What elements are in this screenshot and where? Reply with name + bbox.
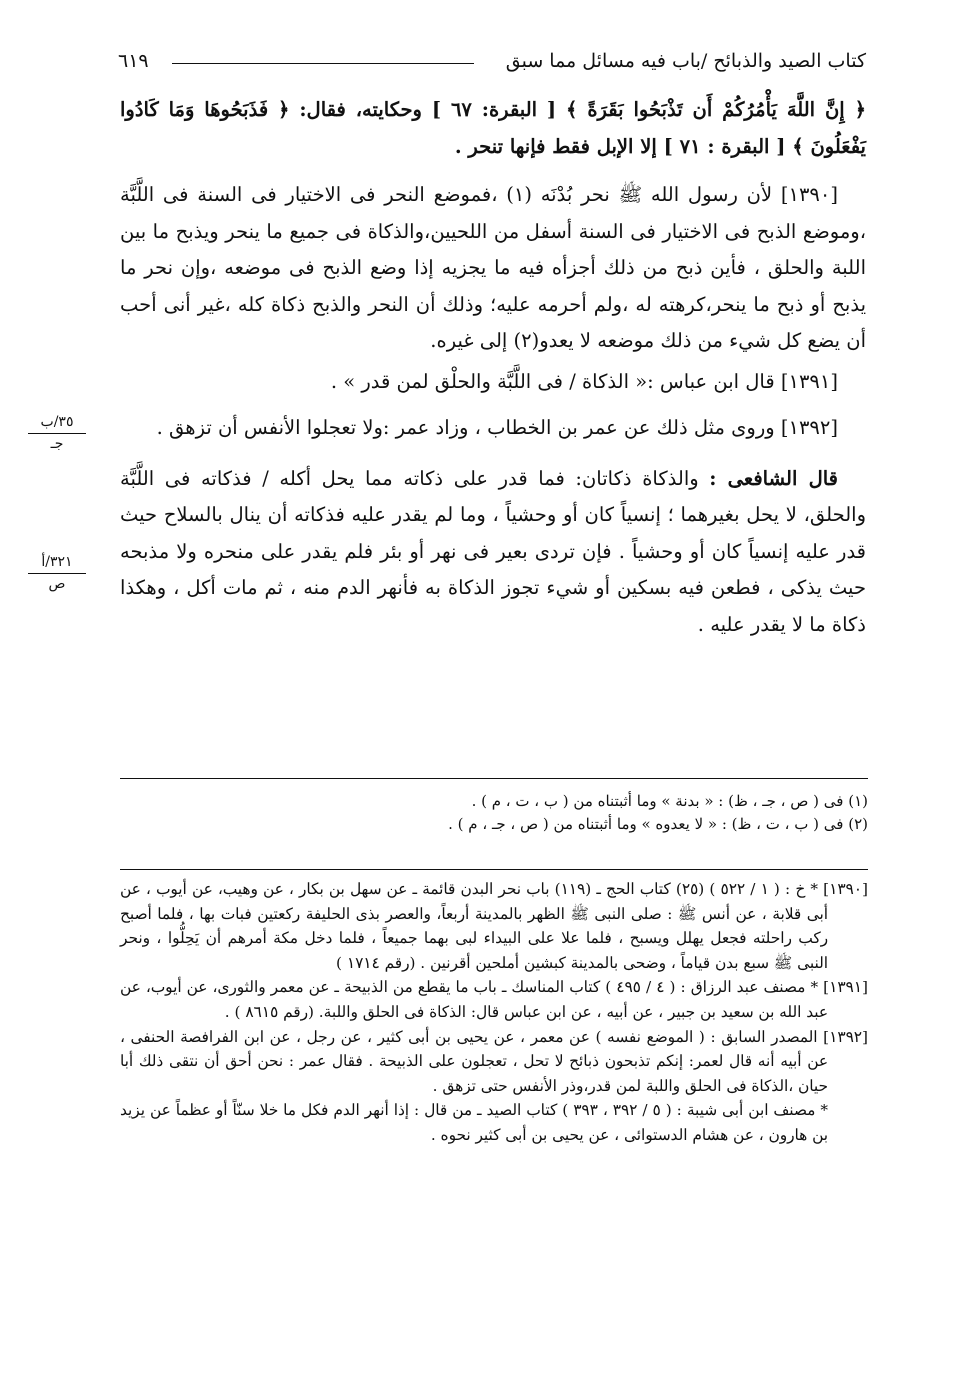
manuscript-code: ص [48,576,66,592]
reference-1390: [١٣٩٠] * خ : ( ١ / ٥٢٢ ) (٢٥) كتاب الحج ـ (١١٩) باب نحر البدن قائمة ـ عن سهل بن بكار ، عن وهيب، عن أيوب ، عن أبى قلابة ، عن أنس ﷺ : صلى النبى ﷺ الظهر بالمدينة أربعاً، والعصر بذى الحليفة ركعتين فبات بها ، فلما أصبح ركب راحلته فجعل يهلل ويسبح ، فلما علا على البيداء لبى بهما جميعاً ، فلما دخل مكة أمرهم أن يَحِلُّوا ، ونحر النبى ﷺ سبع بدن قياماً ، وضحى بالمدينة كبشين أملحين أقرنين . (رقم ١٧١٤ ) [120,880,868,972]
reference-1392: [١٣٩٢] المصدر السابق : ( الموضع نفسه ) عن معمر ، عن يحيى بن أبى كثير ، عن رجل ، عن ابن الفرافصة الحنفى ، عن أبيه أنه قال لعمر: إنكم تذبحون ذبائح لا تحل ، تعجلون على الذبيحة . فقال عمر : نحن أحق أن نتقى ذلك أبا حيان ،الذكاة فى الحلق واللبة لمن قدر،وذر الأنفس حتى تزهق . [120,1027,868,1095]
footnote: (٢) فى ( ب ، ت ، ظ) : « لا يعدوه » وما أثبتناه من ( ص ، جـ ، م ) . [448,815,868,833]
folio-ref: ٣٢١/أ [28,554,86,574]
hadith-references [120,877,868,1148]
manuscript-code: جـ [50,436,64,452]
paragraph-shafii-text: والذكاة ذكاتان: فما قدر على ذكاته مما يحل أكله / فذكاته فى اللَّبَّة والحلق، لا يحل بغيرهما ؛ إنسياً كان أو وحشياً ، وما لم يقدر عليه فذكاته أن ينال بالسلاح حيث قدر عليه إنسياً كان أو وحشياً . فإن تردى بعير فى نهر أو بئر فلم يقدر على منحره ولا مذبحه حيث يذكى ، فطعن فيه بسكين أو شيء تجوز الذكاة به فأنهر الدم منه ، ثم مات أكل ، وهكذا ذكاة ما لا يقدر عليه . [120,466,866,636]
paragraph-shafii [120,461,866,644]
reference-1391: [١٣٩١] * مصنف عبد الرزاق : ( ٤ / ٤٩٥ ) كتاب المناسك ـ باب ما يقطع من الذبيحة ـ عن معمر والثورى، عن أيوب، عن عبد الله بن سعيد بن جبير ، عن أبيه ، عن ابن عباس قال: الذكاة فى الحلق واللبة. (رقم ٨٦١٥ ) . [120,978,868,1021]
manuscript-folio-note [28,554,86,593]
folio-ref: ٣٥/ب [28,414,86,434]
quran-quote: ﴿ إِنَّ اللَّهَ يَأْمُرُكُمْ أَن تَذْبَحُوا بَقَرَةً ﴾ [ البقرة: ٦٧ ] وحكايته، فقال: ﴿ فَذَبَحُوهَا وَمَا كَادُوا يَفْعَلُونَ ﴾ [ البقرة : ٧١ ] إلا الإبل فقط فإنها تنحر . [120,98,867,158]
footnote-separator [120,778,868,779]
footnotes [120,790,868,836]
running-header [118,44,866,78]
manuscript-folio-note [28,414,86,453]
chapter-title: كتاب الصيد والذبائح /باب فيه مسائل مما سبق [505,50,866,72]
reference-1392-extra: * مصنف ابن أبى شيبة : ( ٥ / ٣٩٢ ، ٣٩٣ ) كتاب الصيد ـ من قال : إذا أنهر الدم فكل ما خلا سنّاً أو عظماً عن يزيد بن هارون ، عن هشام الدستوائى ، عن يحيى بن أبى كثير نحوه . [120,1101,828,1144]
main-text [120,92,866,643]
footnote: (١) فى ( ص ، جـ ، ظ) : « بدنة » وما أثبتناه من ( ب ، ت ، م ) . [471,792,868,810]
paragraph-1391: [١٣٩١] قال ابن عباس :« الذكاة / فى اللَّبَّة والحلْق لمن قدر » . [330,369,838,393]
paragraph-1390: [١٣٩٠] لأن رسول الله ﷺ نحر بُدْنَه (١) ،فموضع النحر فى الاختيار فى السنة فى اللَّبَّة ،وموضع الذبح فى الاختيار فى السنة أسفل من اللحيين،والذكاة فى جميع ما ينحر ويذبح ما بين اللبة والحلق ، فأين ذبح من ذلك أجزأه فيه ما يجزيه إذا وضع الذبح فى موضعه ،وإن نحر ما يذبح أو ذبح ما ينحر،كرهته له ،ولم أحرمه عليه؛ وذلك أن النحر والذبح ذكاة كله ،غير أنى أحب أن يضع كل شيء من ذلك موضعه لا يعدو(٢) إلى غيره. [120,183,866,352]
header-rule [172,63,474,64]
speaker-label: قال الشافعى : [709,466,838,490]
references-separator [120,869,868,870]
paragraph-1392: [١٣٩٢] وروى مثل ذلك عن عمر بن الخطاب ، وزاد عمر :ولا تعجلوا الأنفس أن تزهق . [156,416,838,439]
page-number: ٦١٩ [118,50,149,72]
